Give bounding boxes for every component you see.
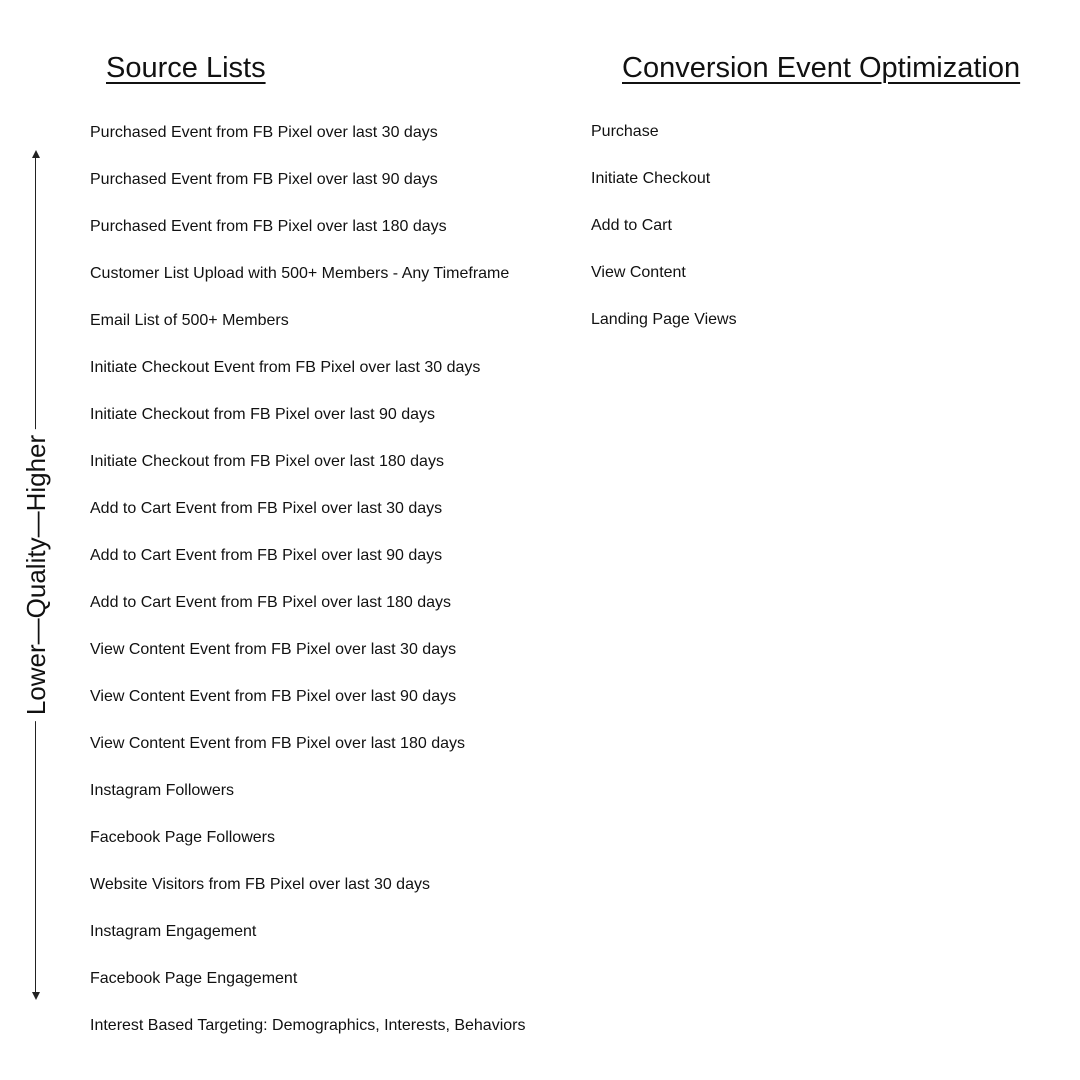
- source-lists-heading: Source Lists: [106, 52, 266, 84]
- source-list-item: Purchased Event from FB Pixel over last 90 days: [90, 171, 438, 188]
- source-list-item: Email List of 500+ Members: [90, 312, 289, 329]
- source-list-item: Add to Cart Event from FB Pixel over last 90 days: [90, 547, 443, 564]
- conversion-event-list: [591, 117, 737, 352]
- conversion-event-item: Purchase: [591, 123, 659, 140]
- source-list-item: View Content Event from FB Pixel over last 90 days: [90, 688, 457, 705]
- source-list-item: Facebook Page Followers: [90, 829, 275, 846]
- source-list-item: View Content Event from FB Pixel over last 30 days: [90, 641, 457, 658]
- source-list-item: Purchased Event from FB Pixel over last 30 days: [90, 124, 438, 141]
- source-list-item: Facebook Page Engagement: [90, 970, 298, 987]
- conversion-event-item: Add to Cart: [591, 217, 672, 234]
- source-list-item: Add to Cart Event from FB Pixel over last 180 days: [90, 594, 452, 611]
- source-list-item: Website Visitors from FB Pixel over last 30 days: [90, 876, 430, 893]
- source-list-item: Customer List Upload with 500+ Members - Any Timeframe: [90, 265, 510, 282]
- source-list-item: Purchased Event from FB Pixel over last 180 days: [90, 218, 447, 235]
- source-list-item: Initiate Checkout from FB Pixel over last 180 days: [90, 453, 444, 470]
- conversion-event-item: View Content: [591, 264, 686, 281]
- source-list-item: Instagram Followers: [90, 782, 235, 799]
- quality-axis-label: Lower—Quality—Higher: [22, 429, 50, 721]
- arrow-down-icon: [32, 992, 40, 1000]
- conversion-event-item: Initiate Checkout: [591, 170, 711, 187]
- source-list-item: Instagram Engagement: [90, 923, 257, 940]
- conversion-event-item: Landing Page Views: [591, 311, 737, 328]
- source-list-item: Add to Cart Event from FB Pixel over last 30 days: [90, 500, 443, 517]
- source-list-item: Initiate Checkout Event from FB Pixel over last 30 days: [90, 359, 481, 376]
- conversion-event-optimization-heading: Conversion Event Optimization: [622, 52, 1021, 84]
- source-list-item: View Content Event from FB Pixel over last 180 days: [90, 735, 465, 752]
- source-list-item: Initiate Checkout from FB Pixel over last 90 days: [90, 406, 436, 423]
- arrow-up-icon: [32, 150, 40, 158]
- source-list-item: Interest Based Targeting: Demographics, Interests, Behaviors: [90, 1017, 526, 1034]
- quality-axis: [22, 150, 50, 1000]
- source-list: [90, 118, 525, 1058]
